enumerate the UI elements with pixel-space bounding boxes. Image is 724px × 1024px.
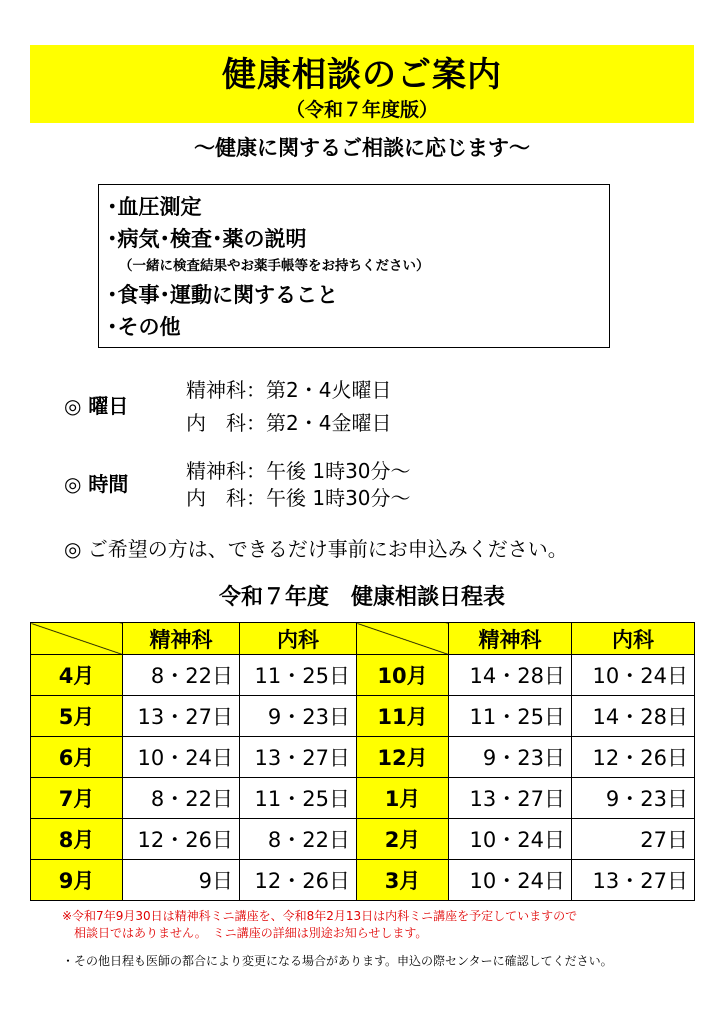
date-cell: 11・25日 [240,778,357,819]
month-cell: 4月 [31,655,123,696]
month-cell: 12月 [357,737,449,778]
month-cell: 6月 [31,737,123,778]
date-cell: 8・22日 [240,819,357,860]
date-cell: 10・24日 [572,655,695,696]
tagline: ～健康に関するご相談に応じます～ [194,136,530,160]
consultation-topics-box [98,184,610,348]
topic-item: ･血圧測定 [107,195,202,219]
header-internal: 内科 [572,623,695,655]
date-cell: 12・26日 [572,737,695,778]
time-label: ◎ 時間 [64,472,129,496]
corner-cell [31,623,123,655]
month-cell: 9月 [31,860,123,901]
mini-lecture-note-line: 相談日ではありません。 ミニ講座の詳細は別途お知らせします。 [62,926,428,940]
topic-note: （一緒に検査結果やお薬手帳等をお持ちください） [119,258,430,274]
date-cell: 9・23日 [572,778,695,819]
date-cell: 27日 [572,819,695,860]
time-psychiatry: 精神科：午後 1時30分～ [186,459,411,483]
mini-lecture-note-line: ※令和7年9月30日は精神科ミニ講座を、令和8年2月13日は内科ミニ講座を予定していますので [62,909,578,923]
date-cell: 13・27日 [572,860,695,901]
month-cell: 11月 [357,696,449,737]
days-label: ◎ 曜日 [64,394,129,418]
table-header-row [31,623,695,655]
header-internal: 内科 [240,623,357,655]
month-cell: 3月 [357,860,449,901]
header-psychiatry: 精神科 [123,623,240,655]
date-cell: 12・26日 [123,819,240,860]
date-cell: 9・23日 [449,737,572,778]
date-cell: 8・22日 [123,778,240,819]
table-row [31,860,695,901]
footer-note: ・その他日程も医師の都合により変更になる場合があります。申込の際センターに確認してください。 [62,954,613,968]
days-psychiatry: 精神科：第2・4火曜日 [186,378,392,402]
mini-lecture-note [62,908,577,942]
date-cell: 11・25日 [449,696,572,737]
month-cell: 7月 [31,778,123,819]
date-cell: 10・24日 [449,819,572,860]
schedule-title: 令和７年度 健康相談日程表 [218,585,505,610]
date-cell: 14・28日 [572,696,695,737]
days-internal: 内 科：第2・4金曜日 [186,411,392,435]
date-cell: 12・26日 [240,860,357,901]
month-cell: 10月 [357,655,449,696]
header-psychiatry: 精神科 [449,623,572,655]
corner-cell [357,623,449,655]
table-row [31,655,695,696]
date-cell: 9・23日 [240,696,357,737]
table-row [31,696,695,737]
month-cell: 1月 [357,778,449,819]
title-banner [30,45,694,123]
apply-note: ◎ ご希望の方は、できるだけ事前にお申込みください。 [64,537,568,561]
date-cell: 10・24日 [123,737,240,778]
month-cell: 8月 [31,819,123,860]
date-cell: 13・27日 [449,778,572,819]
topic-item: ･病気･検査･薬の説明 [107,227,307,251]
month-cell: 2月 [357,819,449,860]
date-cell: 11・25日 [240,655,357,696]
table-row [31,819,695,860]
date-cell: 9日 [123,860,240,901]
table-row [31,778,695,819]
page-title: 健康相談のご案内 [222,55,502,95]
date-cell: 14・28日 [449,655,572,696]
month-cell: 5月 [31,696,123,737]
time-internal: 内 科：午後 1時30分～ [186,486,411,510]
schedule-table [30,622,695,901]
topic-item: ･食事･運動に関すること [107,283,338,307]
page-subtitle: （令和７年度版） [285,99,438,121]
table-row [31,737,695,778]
date-cell: 13・27日 [240,737,357,778]
topic-item: ･その他 [107,315,181,339]
date-cell: 13・27日 [123,696,240,737]
date-cell: 10・24日 [449,860,572,901]
date-cell: 8・22日 [123,655,240,696]
